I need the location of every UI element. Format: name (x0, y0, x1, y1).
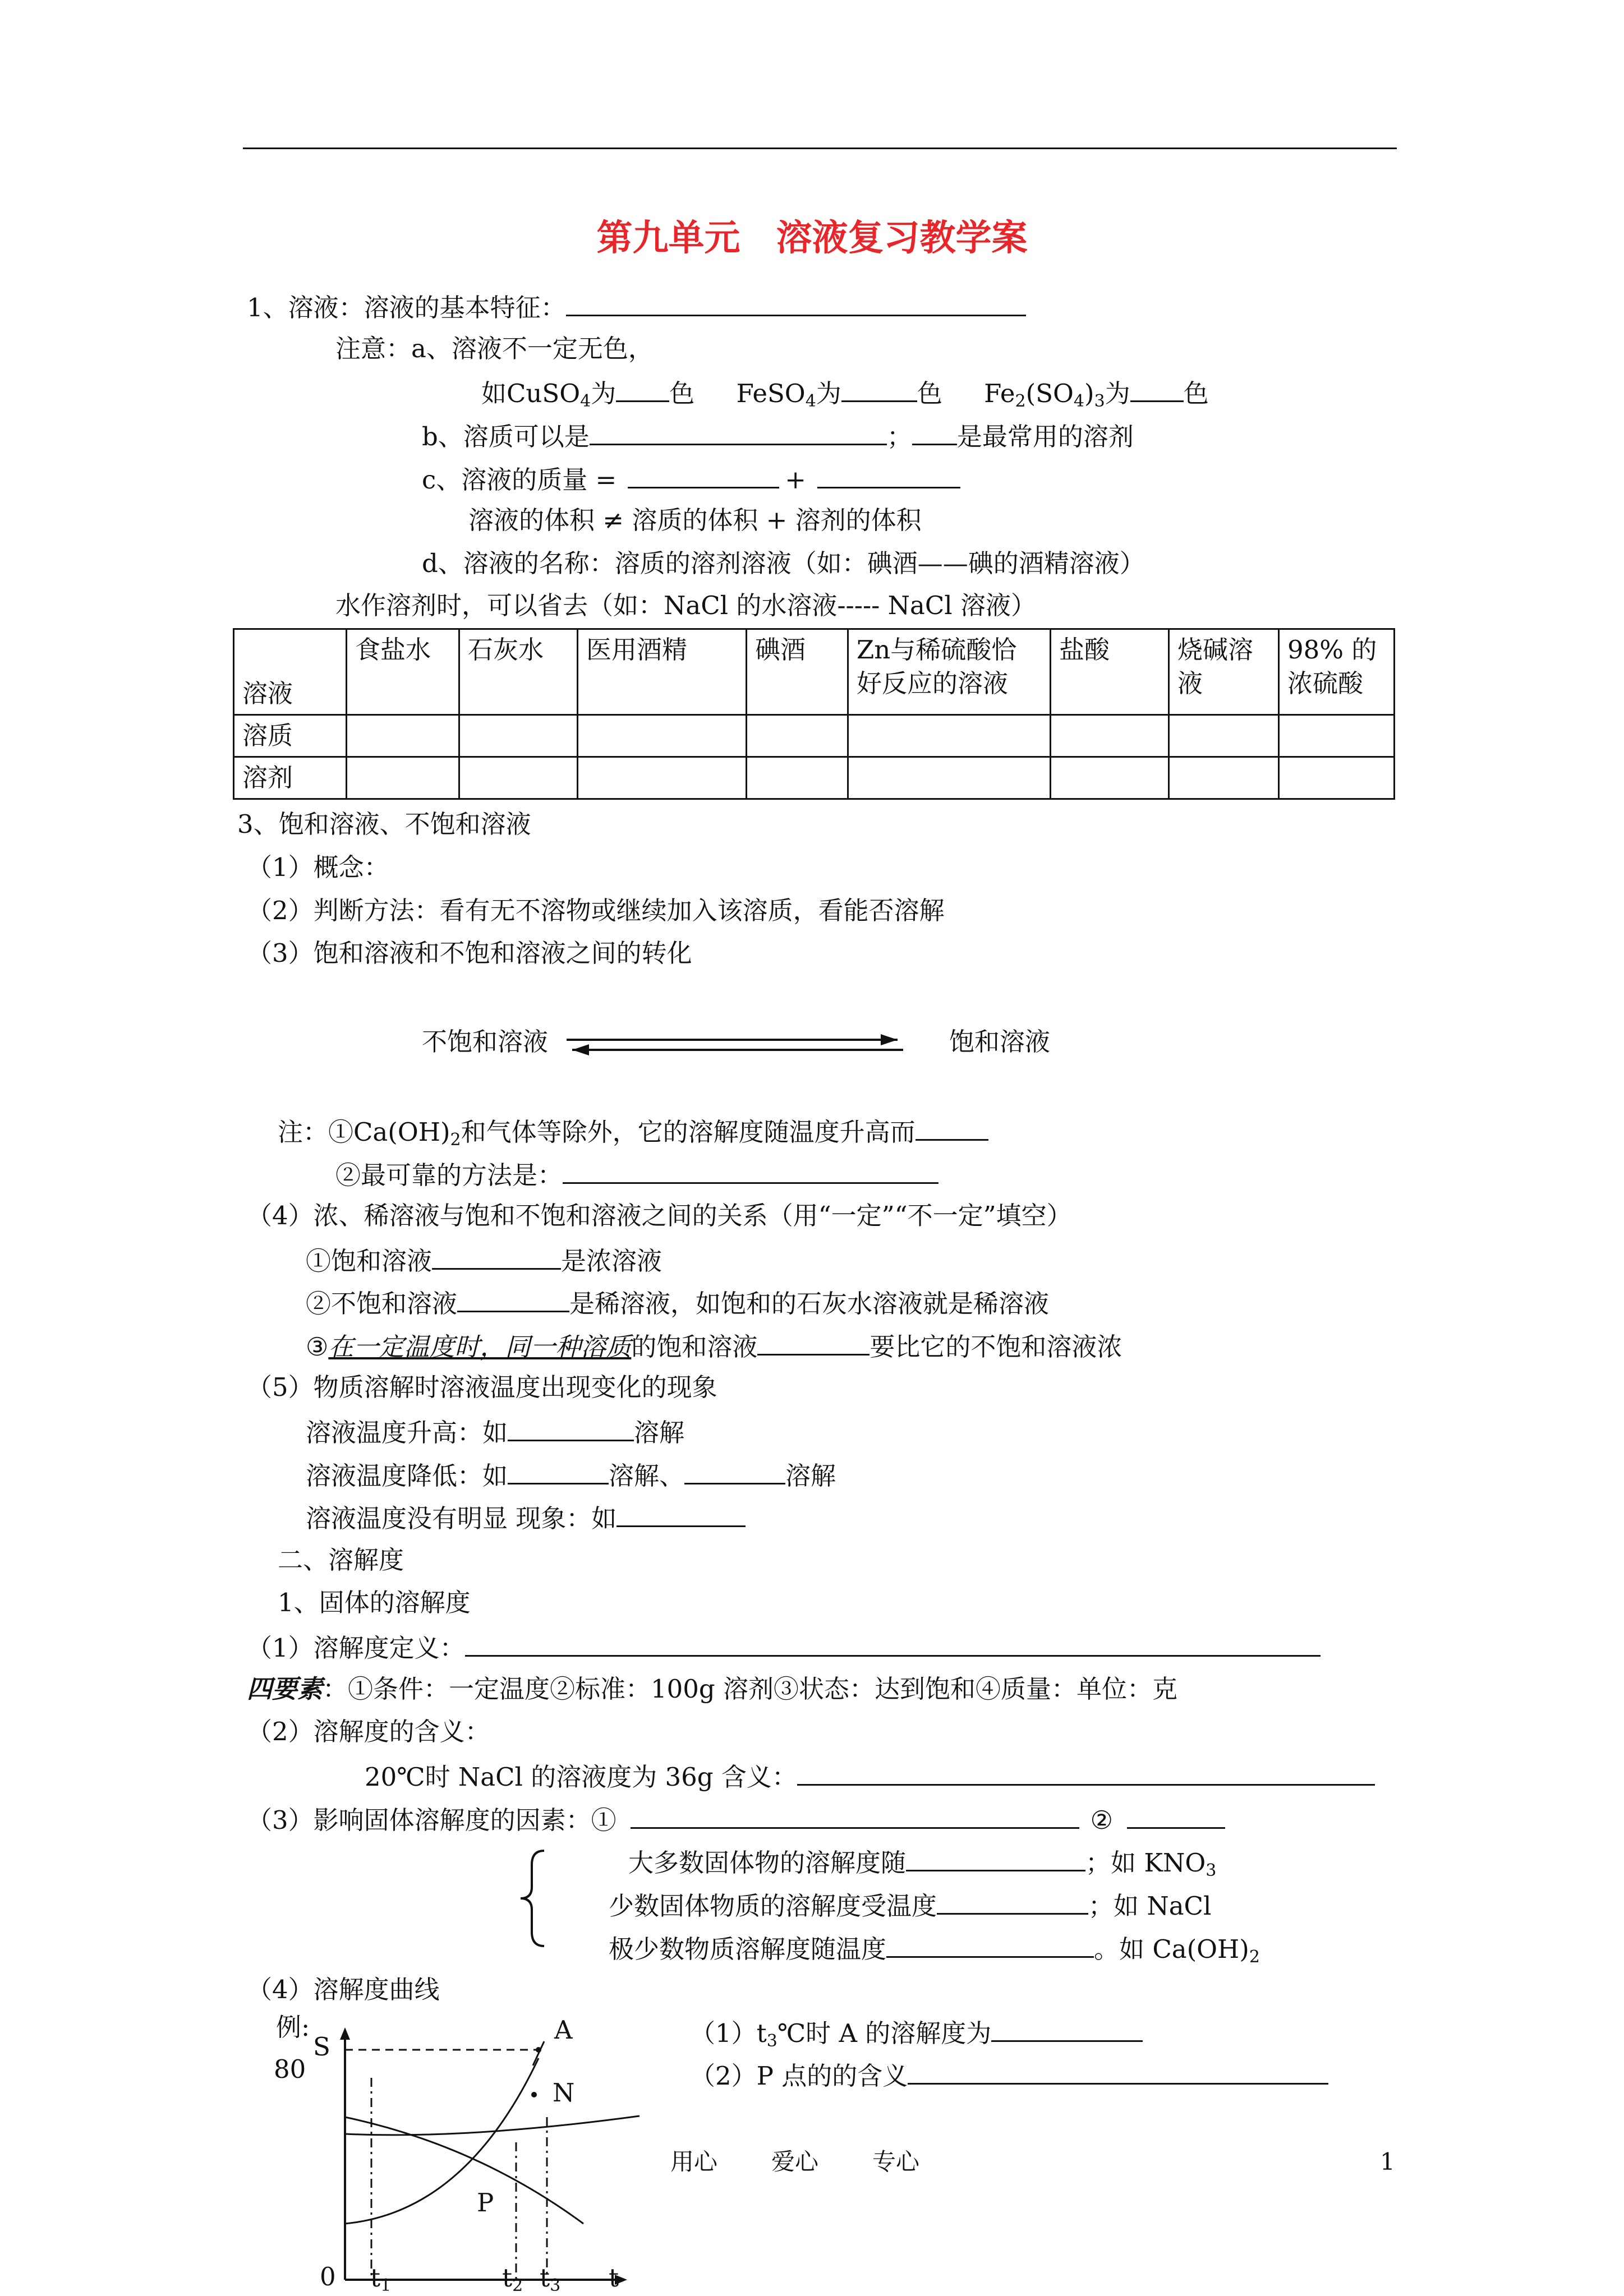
footer-motto-3: 专心 (872, 2148, 920, 2175)
s4-heading: 二、溶解度 (278, 1545, 404, 1575)
header-rule (243, 147, 1397, 149)
s4-br2: 少数固体物质的溶解度受温度 ；如 NaCl (609, 1887, 1211, 1923)
s3-t3: 溶液温度没有明显 现象：如 (306, 1500, 746, 1536)
page-title: 第九单元 溶液复习教学案 (596, 217, 1028, 259)
graph-t-label: t (609, 2263, 619, 2293)
blank[interactable] (566, 289, 1026, 316)
s1-d: d、溶液的名称：溶质的溶剂溶液（如：碘酒——碘的酒精溶液） (422, 548, 1145, 578)
s3-p5: （5）物质溶解时溶液温度出现变化的现象 (247, 1372, 717, 1402)
s1-volume: 溶液的体积 ≠ 溶质的体积 + 溶剂的体积 (468, 505, 922, 535)
table-row: 溶剂 (234, 757, 1395, 799)
graph-a-label: A (554, 2015, 573, 2045)
page-number: 1 (1380, 2148, 1395, 2175)
s4-four: 四要素：①条件：一定温度②标准：100g 溶剂③状态：达到饱和④质量：单位：克 (247, 1674, 1178, 1704)
s3-r2: ②不饱和溶液 是稀溶液，如饱和的石灰水溶液就是稀溶液 (306, 1285, 1049, 1321)
s1-water: 水作溶剂时，可以省去（如：NaCl 的水溶液----- NaCl 溶液） (335, 591, 1036, 620)
s4-example: 20℃时 NaCl 的溶液度为 36g 含义： (365, 1758, 1375, 1794)
s4-meaning: （2）溶解度的含义： (247, 1717, 490, 1746)
s3-note2: ②最可靠的方法是： (335, 1156, 938, 1192)
table-row: 溶质 (234, 715, 1395, 757)
brace-icon (516, 1848, 550, 1949)
s3-p4: （4）浓、稀溶液与饱和不饱和溶液之间的关系（用“一定”“不一定”填空） (247, 1201, 1072, 1230)
graph-n-label: N (553, 2078, 575, 2108)
graph-t2-label: $t_2$ (502, 2263, 523, 2295)
s3-note1: 注：$①Ca(OH)_2$和气体等除外，它的溶解度随温度升高而 (278, 1113, 988, 1149)
double-arrow-icon (561, 1031, 909, 1059)
footer-motto-2: 爱心 (771, 2148, 819, 2175)
s3-r1: ①饱和溶液 是浓溶液 (306, 1242, 662, 1278)
s4-sub1: 1、固体的溶解度 (278, 1588, 471, 1617)
graph-80-label: 80 (274, 2054, 306, 2084)
graph-s-label: S (313, 2032, 330, 2062)
s1-line1: 1、溶液：溶液的基本特征： (247, 289, 1026, 325)
s3-p3: （3）饱和溶液和不饱和溶液之间的转化 (247, 938, 692, 968)
graph-p-label: P (477, 2188, 494, 2217)
s4-br3: 极少数物质溶解度随温度 。如 $Ca(OH)_2$ (609, 1930, 1260, 1966)
solution-table (233, 628, 1395, 800)
table-row: 溶液 食盐水 石灰水 医用酒精 碘酒 Zn与稀硫酸恰好反应的溶液 盐酸 烧碱溶液 98% 的浓硫酸 (234, 629, 1395, 715)
s4-def: （1）溶解度定义： (247, 1629, 1321, 1665)
s4-br1: 大多数固体物的溶解度随 ；如 $KNO_3$ (628, 1844, 1216, 1880)
graph-example-label: 例: (276, 2012, 310, 2042)
s1-colors: 如CuSO$_4$为 色 FeSO$_4$为 色 $Fe_2(SO_4)_3$为 色 (481, 375, 1209, 411)
s3-heading: 3、饱和溶液、不饱和溶液 (237, 809, 531, 839)
s4-curve: （4）溶解度曲线 (247, 1975, 440, 2004)
footer-motto-1: 用心 (670, 2148, 718, 2175)
s1-b: b、溶质可以是 ； 是最常用的溶剂 (422, 418, 1134, 454)
s1-note-a: 注意：a、溶液不一定无色， (335, 334, 654, 363)
question-2: （2）P 点的的含义 (690, 2057, 1328, 2093)
s3-p1: （1）概念： (247, 852, 389, 882)
s3-r3: ③在一定温度时，同一种溶质的饱和溶液 要比它的不饱和溶液浓 (306, 1328, 1122, 1364)
graph-zero-label: 0 (320, 2262, 336, 2292)
question-1: $(1)t_3℃$时 A 的溶解度为 (690, 2014, 1143, 2050)
conversion-left: 不饱和溶液 (422, 1027, 549, 1057)
conversion-right: 饱和溶液 (949, 1027, 1051, 1057)
graph-t3-label: $t_3$ (540, 2263, 561, 2295)
s3-t2: 溶液温度降低：如 溶解、 溶解 (306, 1457, 836, 1493)
solubility-graph (241, 2005, 662, 2296)
s3-p2: （2）判断方法：看有无不溶物或继续加入该溶质，看能否溶解 (247, 896, 945, 925)
s1-c: c、溶液的质量 = + (422, 461, 960, 497)
s4-factors: （3）影响固体溶解度的因素：① ② (247, 1801, 1225, 1837)
s3-t1: 溶液温度升高：如 溶解 (306, 1414, 684, 1450)
row-label: 溶液 (234, 629, 347, 715)
graph-t1-label: $t_1$ (370, 2263, 392, 2295)
